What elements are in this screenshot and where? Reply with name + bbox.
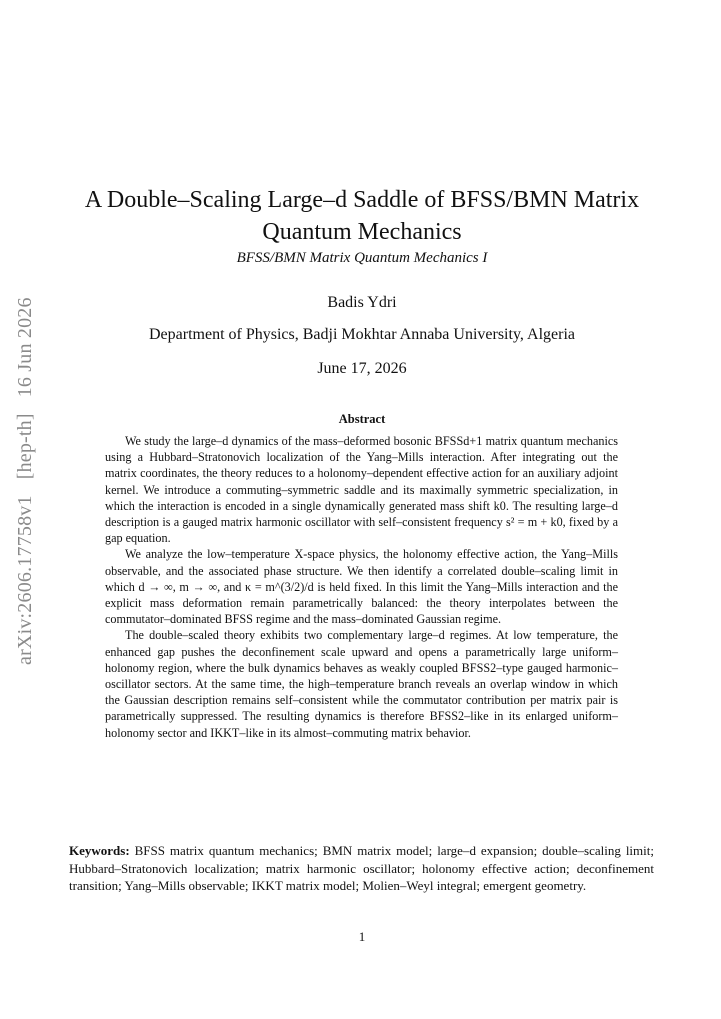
abstract-paragraph: The double–scaled theory exhibits two complementary large–d regimes. At low temperature, the enhanced gap pushes the deconfinement scale upward and opens a parametrically large uniform–holonomy region, where the bulk dynamics behaves as weakly coupled BFSS2–type gauged harmonic–oscillator sectors. At the same time, the high–temperature branch reveals an overlap window in which the Gaussian description remains self–consistent while the commutator contribution per matrix pair is parametrically suppressed. The resulting dynamics is therefore BFSS2–like in its enlarged uniform–holonomy sector and IKKT–like in its almost–commuting matrix behavior.	[105, 628, 618, 740]
keywords-text: BFSS matrix quantum mechanics; BMN matrix model; large–d expansion; double–scaling limit; Hubbard–Stratonovich localization; matrix harmonic oscillator; holonomy effective action; deconfinement transition; Yang–Mills observable; IKKT matrix model; Molien–Weyl integral; emergent geometry.	[69, 843, 654, 894]
abstract-heading: Abstract	[338, 412, 386, 426]
keywords-label: Keywords:	[69, 843, 130, 858]
arxiv-category: [hep-th]	[14, 413, 36, 480]
arxiv-identifier: arXiv:2606.17758v1	[14, 495, 36, 665]
author-name: Badis Ydri	[327, 294, 397, 311]
page-number: 1	[358, 929, 366, 944]
arxiv-stamp	[14, 285, 37, 665]
abstract-body	[105, 433, 618, 741]
abstract-paragraph: We study the large–d dynamics of the mass–deformed bosonic BFSSd+1 matrix quantum mechanics using a Hubbard–Stratonovich localization of the Yang–Mills interaction. After integrating out the matrix coordinates, the theory reduces to a holonomy–dependent effective action for an auxiliary adjoint kernel. We introduce a commuting–symmetric saddle and its maximally symmetric specialization, in which the interaction is encoded in a single dynamically generated mass shift k0. The resulting large–d description is a gauged matrix harmonic oscillator with self–consistent frequency s² = m + k0, fixed by a gap equation.	[105, 434, 618, 546]
paper-title: A Double–Scaling Large–d Saddle of BFSS/BMN Matrix Quantum Mechanics	[84, 187, 640, 245]
arxiv-date: 16 Jun 2026	[14, 297, 36, 398]
author-affiliation: Department of Physics, Badji Mokhtar Annaba University, Algeria	[149, 326, 575, 343]
keywords-block	[69, 842, 654, 895]
abstract-paragraph: We analyze the low–temperature X-space physics, the holonomy effective action, the Yang–Mills observable, and the associated phase structure. We then identify a correlated double–scaling limit in which d → ∞, m → ∞, and κ = m^(3/2)/d is held fixed. In this limit the Yang–Mills interaction and the explicit mass deformation remain parametrically balanced: the theory interpolates between the commutator–dominated BFSS regime and the mass–dominated Gaussian regime.	[105, 547, 618, 627]
paper-date: June 17, 2026	[317, 360, 407, 377]
paper-subtitle: BFSS/BMN Matrix Quantum Mechanics I	[236, 250, 488, 266]
